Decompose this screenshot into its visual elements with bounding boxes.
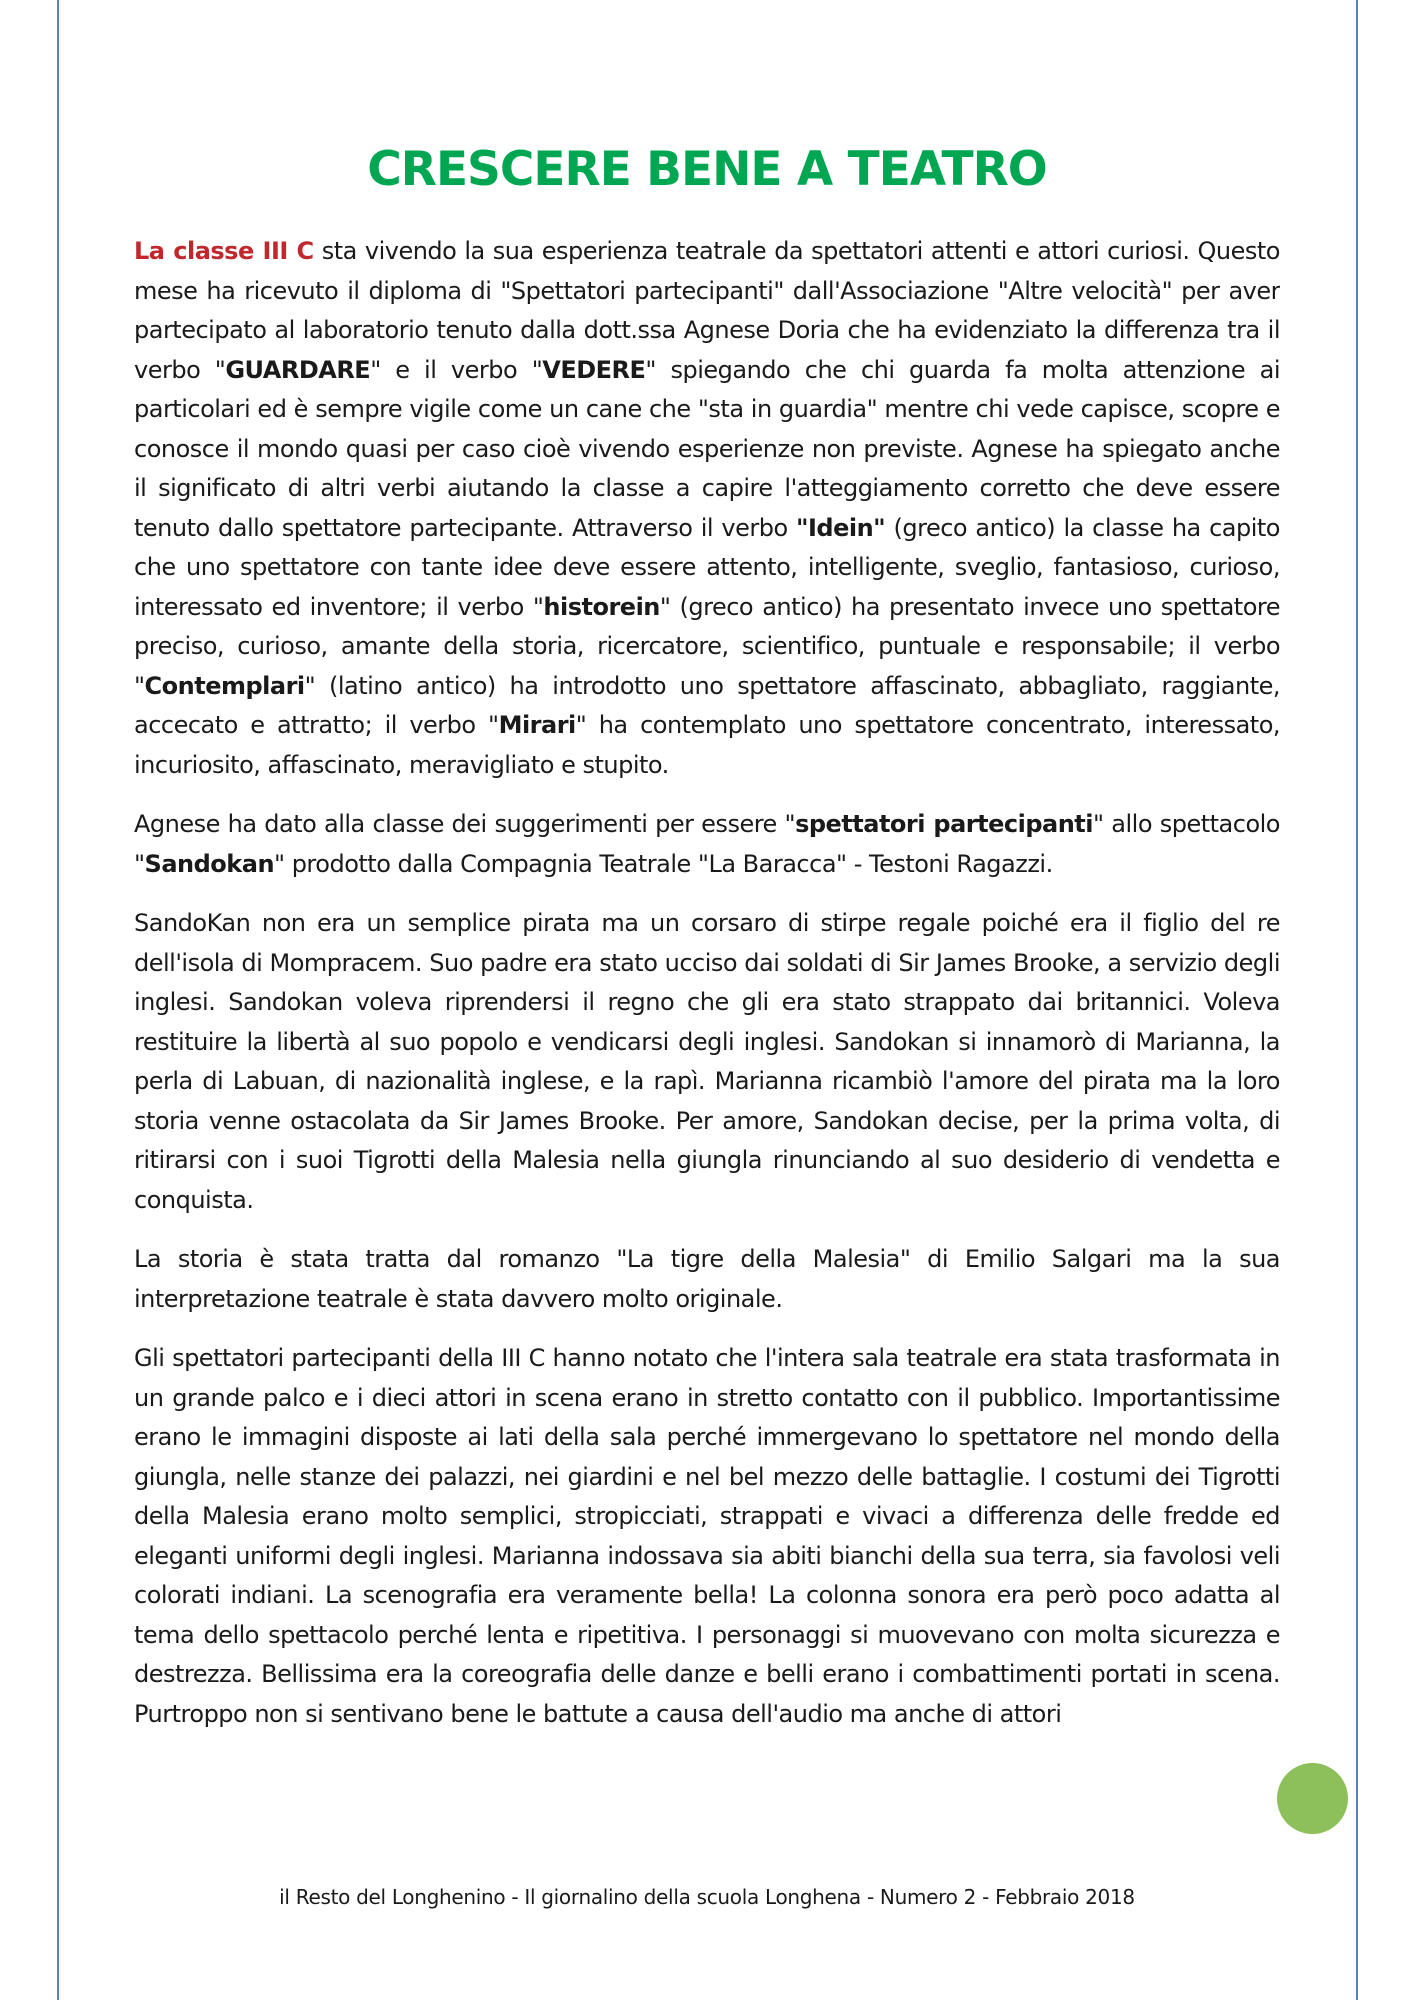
bold-term: Mirari: [498, 711, 576, 739]
text-segment: " prodotto dalla Compagnia Teatrale "La Baracca" - Testoni Ragazzi.: [274, 849, 1053, 878]
bold-term: GUARDARE: [225, 355, 371, 384]
text-segment: " e il verbo ": [370, 355, 543, 384]
page-border-left: [57, 0, 59, 2000]
page-marker-circle: [1277, 1763, 1348, 1834]
bold-term: historein: [543, 592, 660, 621]
lead-class-name: La classe III C: [134, 237, 314, 265]
text-segment: " (greco antico) ha presentato invece uno spettatore preciso, curioso, amante della storia, ricercatore, scientifico, puntuale e responsabile; il verbo ": [134, 592, 1280, 700]
paragraph-1: [134, 232, 1280, 785]
text-segment: " spiegando che chi guarda fa molta attenzione ai particolari ed è sempre vigile come un cane che "sta in guardia" mentre chi vede capisce, scopre e conosce il mondo quasi per caso cioè vivendo esperienze non previste. Agnese ha spiegato anche il significato di altri verbi aiutando la classe a capire l'atteggiamento corretto che deve essere tenuto dallo spettatore partecipante. Attraverso il verbo: [134, 355, 1280, 542]
bold-term: Contemplari: [144, 671, 305, 700]
paragraph-3: SandoKan non era un semplice pirata ma un corsaro di stirpe regale poiché era il figlio del re dell'isola di Mompracem. Suo padre era stato ucciso dai soldati di Sir James Brooke, a servizio degli inglesi. Sandokan voleva riprendersi il regno che gli era stato strappato dai britannici. Voleva restituire la libertà al suo popolo e vendicarsi degli inglesi. Sandokan si innamorò di Marianna, la perla di Labuan, di nazionalità inglese, e la rapì. Marianna ricambiò l'amore del pirata ma la loro storia venne ostacolata da Sir James Brooke. Per amore, Sandokan decise, per la prima volta, di ritirarsi con i suoi Tigrotti della Malesia nella giungla rinunciando al suo desiderio di vendetta e conquista.: [134, 909, 1280, 1214]
text-segment: " allo spettacolo ": [134, 810, 1280, 878]
bold-term: Sandokan: [144, 849, 275, 878]
text-segment: Agnese ha dato alla classe dei suggerimenti per essere ": [134, 810, 796, 838]
paragraph-4: La storia è stata tratta dal romanzo "La tigre della Malesia" di Emilio Salgari ma la sua interpretazione teatrale è stata davvero molto originale.: [134, 1245, 1280, 1313]
paragraph-2: [134, 805, 1280, 884]
text-segment: " (latino antico) ha introdotto uno spettatore affascinato, abbagliato, raggiante, accecato e attratto; il verbo ": [134, 671, 1280, 739]
page-border-right: [1356, 0, 1358, 2000]
text-segment: (greco antico) la classe ha capito che uno spettatore con tante idee deve essere attento, intelligente, sveglio, fantasioso, curioso, interessato ed inventore; il verbo ": [134, 513, 1280, 621]
text-segment: " ha contemplato uno spettatore concentrato, interessato, incuriosito, affascinato, meravigliato e stupito.: [134, 711, 1280, 779]
bold-term: "Idein": [795, 513, 886, 542]
article-title: CRESCERE BENE A TEATRO: [367, 142, 1047, 197]
text-segment: sta vivendo la sua esperienza teatrale da spettatori attenti e attori curiosi. Questo mese ha ricevuto il diploma di "Spettatori partecipanti" dall'Associazione "Altre velocità" per aver partecipato al laboratorio tenuto dalla dott.ssa Agnese Doria che ha evidenziato la differenza tra il verbo ": [134, 237, 1280, 384]
bold-term: spettatori partecipanti: [795, 810, 1094, 838]
paragraph-5: Gli spettatori partecipanti della III C hanno notato che l'intera sala teatrale era stata trasformata in un grande palco e i dieci attori in scena erano in stretto contatto con il pubblico. Importantissime erano le immagini disposte ai lati della sala perché immergevano lo spettatore nel mondo della giungla, nelle stanze dei palazzi, nei giardini e nel bel mezzo delle battaglie. I costumi dei Tigrotti della Malesia erano molto semplici, stropicciati, strappati e vivaci a differenza delle fredde ed eleganti uniformi degli inglesi. Marianna indossava sia abiti bianchi della sua terra, sia favolosi veli colorati indiani. La scenografia era veramente bella! La colonna sonora era però poco adatta al tema dello spettacolo perché lenta e ripetitiva. I personaggi si muovevano con molta sicurezza e destrezza. Bellissima era la coreografia delle danze e belli erano i combattimenti portati in scena. Purtroppo non si sentivano bene le battute a causa dell'audio ma anche di attori: [134, 1344, 1280, 1728]
page-footer: il Resto del Longhenino - Il giornalino della scuola Longhena - Numero 2 - Febbraio 2018: [279, 1885, 1135, 1909]
article-body: [134, 232, 1280, 1872]
bold-term: VEDERE: [542, 355, 646, 384]
